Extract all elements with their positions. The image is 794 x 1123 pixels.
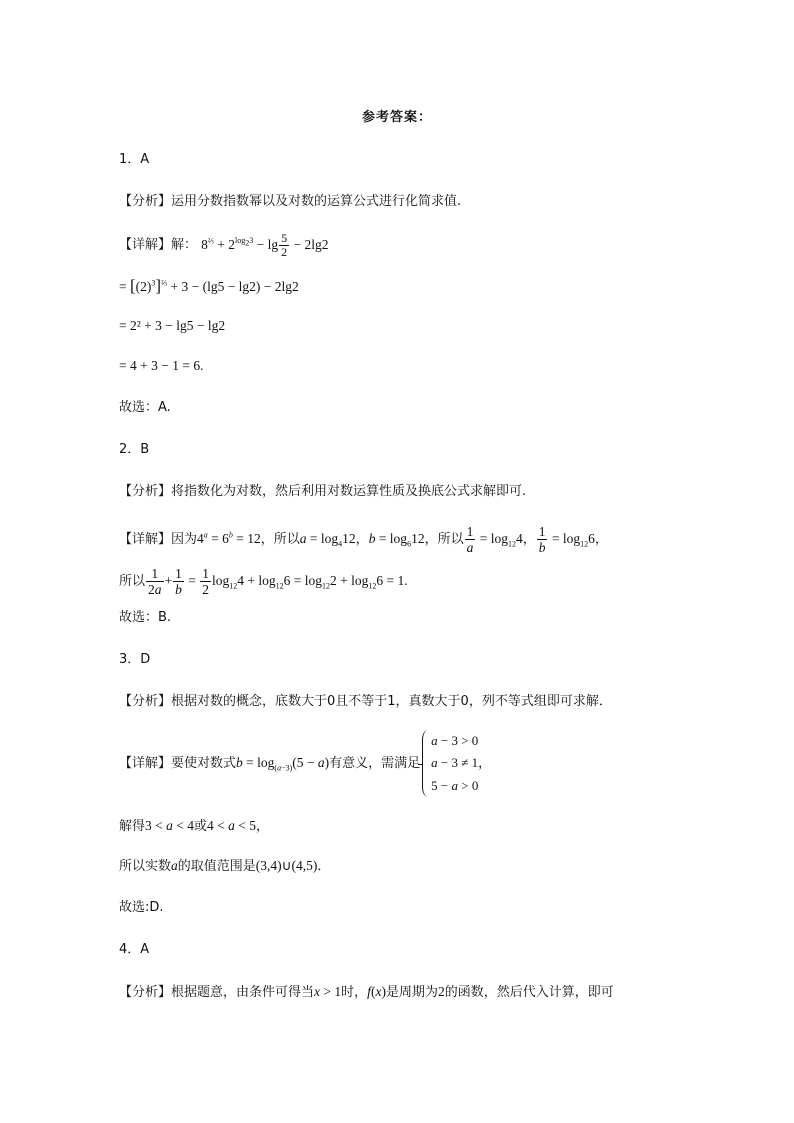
q1-analysis bbox=[119, 192, 461, 212]
q4-analysis: 【分析】根据题意，由条件可得当x > 1时，f(x)是周期为2的函数，然后代入计算，即可 bbox=[119, 984, 614, 1000]
q2-number: 2．B bbox=[119, 442, 150, 457]
detail-tag: 【详解】 bbox=[119, 237, 172, 253]
q1-answer: 故选：A. bbox=[119, 400, 171, 415]
q3-analysis bbox=[119, 692, 612, 712]
q1-expression: $8^{\frac{2}{3}} + 2^{log_23} - \lg$ $\frac{5}{2}$ − 2lg2 bbox=[201, 231, 329, 259]
q2-analysis bbox=[119, 482, 526, 502]
analysis-text: 将指数化为对数，然后利用对数运算性质及换底公式求解即可. bbox=[171, 484, 527, 499]
q3-number: 3．D bbox=[119, 652, 151, 667]
analysis-tag: 【分析】 bbox=[119, 194, 172, 209]
q1-step-0: = $[(2)^3]^{\frac{2}{3}} + 3 - (\lg 5 - \lg 2) - 2\lg 2$ bbox=[119, 276, 299, 295]
q2-detail-line-2: 所以 $\frac{1}{2a}$ + $\frac{1}{b}$ = $\frac{1}{2}$ $\log_{12}4 + \log_{12}6 = \log_{12}2 + \log_{12}6 = 1$. bbox=[119, 566, 408, 597]
q1-step-1: = 2² + 3 − lg5 − lg2 bbox=[119, 318, 226, 333]
q1-step-2: = 4 + 3 − 1 = 6. bbox=[119, 358, 204, 373]
q3-detail-line: 【详解】要使对数式$b = \log_{(a-3)}(5 - a)$有意义，需满足 a − 3 > 0 a − 3 ≠ 1， 5 − a > 0 bbox=[119, 730, 491, 797]
inequality-system: a − 3 > 0 a − 3 ≠ 1， 5 − a > 0 bbox=[422, 730, 491, 797]
q1-detail-line bbox=[119, 232, 329, 259]
analysis-tag: 【分析】 bbox=[119, 985, 172, 1000]
q2-answer: 故选：B. bbox=[119, 610, 172, 625]
analysis-tag: 【分析】 bbox=[119, 694, 172, 709]
q4-number: 4．A bbox=[119, 942, 150, 957]
q2-detail-line: 【详解】因为$4^a = 6^b = 12$，所以$a = \log_412$，$b = \log_612$，所以 $\frac{1}{a}$ = $\log_{12}4$， $\frac{1}{b}$ = $\log_{12}6$， bbox=[119, 524, 608, 555]
q3-range: 所以实数a的取值范围是(3,4)∪(4,5)． bbox=[119, 858, 331, 874]
analysis-text: 运用分数指数幂以及对数的运算公式进行化简求值. bbox=[171, 194, 462, 209]
analysis-text: 根据对数的概念，底数大于0且不等于1，真数大于0，列不等式组即可求解． bbox=[171, 694, 612, 709]
analysis-tag: 【分析】 bbox=[119, 484, 172, 499]
detail-lead: 解： bbox=[171, 237, 198, 253]
q3-answer: 故选:D. bbox=[119, 900, 164, 915]
q1-number: 1．A bbox=[119, 152, 150, 167]
page-title: 参考答案： bbox=[361, 110, 432, 125]
detail-tag: 【详解】 bbox=[119, 532, 172, 547]
detail-tag: 【详解】 bbox=[119, 756, 172, 771]
q3-solution: 解得3 < a < 4或4 < a < 5， bbox=[119, 818, 270, 834]
